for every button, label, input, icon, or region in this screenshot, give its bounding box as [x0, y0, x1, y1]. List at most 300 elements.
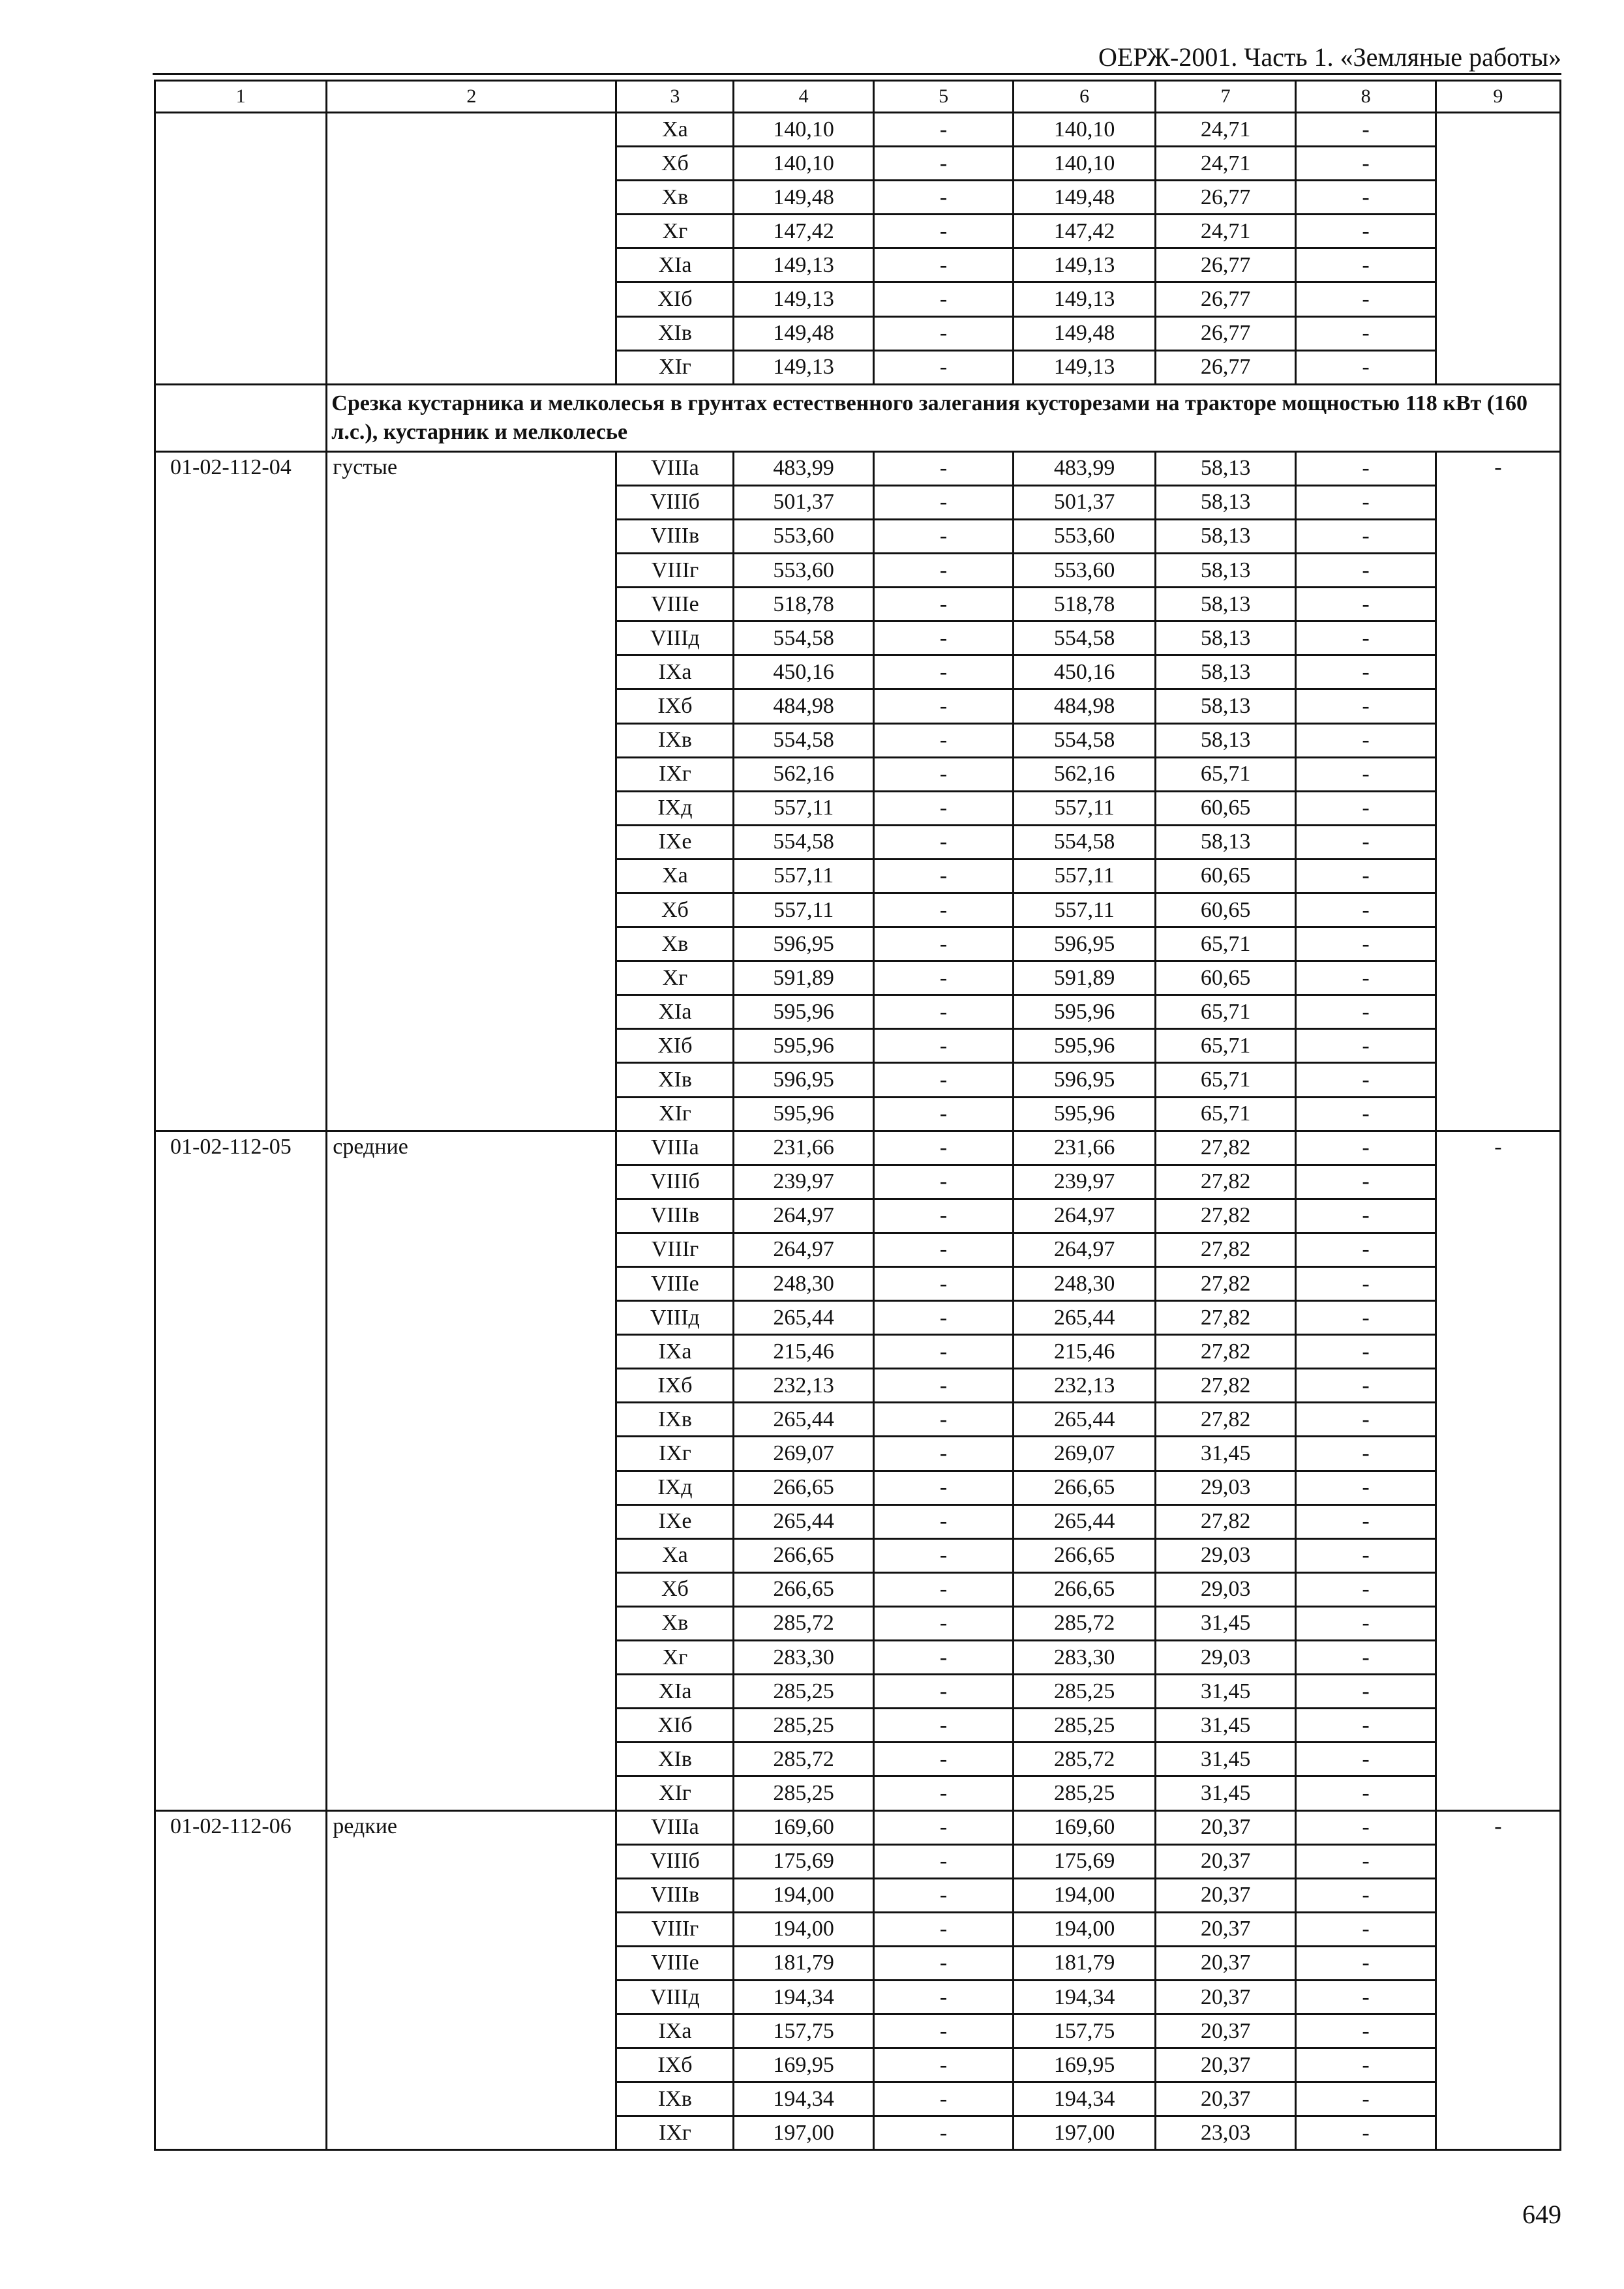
value-cell: - — [1296, 248, 1436, 282]
value-cell: 484,98 — [734, 689, 873, 723]
value-cell: 26,77 — [1155, 248, 1296, 282]
page-number: 649 — [1522, 2200, 1561, 2229]
rate-code: 01-02-112-06 — [155, 1810, 327, 2150]
value-cell: 175,69 — [1014, 1844, 1156, 1878]
value-cell: - — [1296, 1301, 1436, 1335]
rate-code: 01-02-112-04 — [155, 451, 327, 1131]
value-cell: 283,30 — [1014, 1641, 1156, 1675]
section-title: Срезка кустарника и мелколесья в грунтах естественного залегания кусторезами на тракторе мощностью 118 кВт (160 л.с.), кустарник и мелколесье — [327, 384, 1561, 451]
value-cell: 197,00 — [1014, 2116, 1156, 2150]
value-cell: - — [873, 1504, 1013, 1538]
value-cell: IXг — [616, 2116, 734, 2150]
value-cell: - — [873, 893, 1013, 927]
value-cell: - — [873, 723, 1013, 757]
column-number: 6 — [1014, 81, 1156, 113]
value-cell: IXe — [616, 825, 734, 859]
value-cell: 285,72 — [1014, 1606, 1156, 1640]
value-cell: 20,37 — [1155, 2048, 1296, 2082]
value-cell: 65,71 — [1155, 1029, 1296, 1063]
value-cell: - — [873, 1538, 1013, 1572]
value-cell: Xб — [616, 893, 734, 927]
value-cell: 23,03 — [1155, 2116, 1296, 2150]
value-cell: 285,72 — [734, 1606, 873, 1640]
value-cell: - — [1296, 1980, 1436, 2014]
value-cell: - — [1296, 1403, 1436, 1437]
value-cell: - — [1296, 2014, 1436, 2048]
value-cell: 194,34 — [734, 1980, 873, 2014]
value-cell: 596,95 — [734, 1063, 873, 1097]
value-cell: Xг — [616, 215, 734, 248]
value-cell: 562,16 — [1014, 757, 1156, 791]
value-cell: - — [1296, 1335, 1436, 1369]
value-cell: 239,97 — [1014, 1165, 1156, 1199]
value-cell: 266,65 — [1014, 1572, 1156, 1606]
value-cell: 554,58 — [1014, 825, 1156, 859]
value-cell: - — [873, 350, 1013, 384]
value-cell: 29,03 — [1155, 1572, 1296, 1606]
value-cell: - — [1296, 1538, 1436, 1572]
value-cell: Xa — [616, 1538, 734, 1572]
page-header — [153, 38, 1561, 72]
value-cell: - — [873, 113, 1013, 147]
value-cell: 518,78 — [1014, 588, 1156, 621]
value-cell: 140,10 — [1014, 113, 1156, 147]
value-cell: VIIIe — [616, 588, 734, 621]
value-cell: 140,10 — [734, 113, 873, 147]
value-cell: - — [873, 1572, 1013, 1606]
value-cell: 149,13 — [1014, 248, 1156, 282]
value-cell: - — [1296, 350, 1436, 384]
value-cell: 60,65 — [1155, 893, 1296, 927]
value-cell: - — [873, 1810, 1013, 1844]
value-cell: 27,82 — [1155, 1199, 1296, 1233]
value-cell: - — [873, 316, 1013, 350]
value-cell: 591,89 — [1014, 961, 1156, 995]
value-cell: 194,00 — [1014, 1878, 1156, 1912]
value-cell: 215,46 — [734, 1335, 873, 1369]
value-cell: XIб — [616, 1709, 734, 1743]
value-cell: - — [873, 689, 1013, 723]
value-cell: 58,13 — [1155, 519, 1296, 553]
value-cell: - — [1296, 1709, 1436, 1743]
value-cell: 149,13 — [734, 282, 873, 316]
value-cell: 60,65 — [1155, 961, 1296, 995]
value-cell: - — [873, 1675, 1013, 1709]
col9-cell: - — [1436, 451, 1560, 1131]
column-number-row — [155, 81, 1561, 113]
value-cell: 27,82 — [1155, 1131, 1296, 1165]
value-cell: 31,45 — [1155, 1606, 1296, 1640]
value-cell: - — [1296, 655, 1436, 689]
value-cell: 554,58 — [1014, 723, 1156, 757]
value-cell: - — [873, 1776, 1013, 1810]
value-cell: 20,37 — [1155, 1980, 1296, 2014]
value-cell: 24,71 — [1155, 113, 1296, 147]
value-cell: VIIIд — [616, 1980, 734, 2014]
value-cell: 269,07 — [734, 1437, 873, 1471]
value-cell: VIIIд — [616, 621, 734, 655]
value-cell: 157,75 — [734, 2014, 873, 2048]
value-cell: - — [1296, 1165, 1436, 1199]
column-number: 4 — [734, 81, 873, 113]
value-cell: - — [1296, 859, 1436, 893]
name-cell — [327, 113, 616, 385]
value-cell: 27,82 — [1155, 1233, 1296, 1266]
value-cell: 27,82 — [1155, 1369, 1296, 1403]
value-cell: 596,95 — [1014, 1063, 1156, 1097]
value-cell: - — [1296, 689, 1436, 723]
value-cell: 264,97 — [1014, 1199, 1156, 1233]
value-cell: 266,65 — [734, 1471, 873, 1504]
value-cell: 29,03 — [1155, 1471, 1296, 1504]
value-cell: VIIIa — [616, 451, 734, 485]
value-cell: IXб — [616, 2048, 734, 2082]
value-cell: - — [873, 1912, 1013, 1946]
value-cell: 181,79 — [1014, 1946, 1156, 1980]
value-cell: 285,25 — [1014, 1776, 1156, 1810]
value-cell: Xa — [616, 859, 734, 893]
value-cell: 595,96 — [1014, 1097, 1156, 1131]
value-cell: 248,30 — [734, 1267, 873, 1301]
value-cell: - — [1296, 995, 1436, 1029]
value-cell: - — [1296, 1063, 1436, 1097]
value-cell: 269,07 — [1014, 1437, 1156, 1471]
value-cell: 553,60 — [1014, 519, 1156, 553]
value-cell: 20,37 — [1155, 1844, 1296, 1878]
value-cell: 29,03 — [1155, 1538, 1296, 1572]
value-cell: 285,25 — [734, 1776, 873, 1810]
value-cell: - — [1296, 1097, 1436, 1131]
value-cell: 149,48 — [1014, 316, 1156, 350]
value-cell: - — [1296, 757, 1436, 791]
section-row — [155, 384, 1561, 451]
value-cell: - — [1296, 621, 1436, 655]
value-cell: 58,13 — [1155, 588, 1296, 621]
value-cell: - — [873, 927, 1013, 961]
value-cell: IXд — [616, 791, 734, 825]
value-cell: 20,37 — [1155, 1912, 1296, 1946]
value-cell: IXв — [616, 2082, 734, 2116]
value-cell: - — [1296, 825, 1436, 859]
value-cell: VIIIe — [616, 1267, 734, 1301]
value-cell: 194,34 — [734, 2082, 873, 2116]
value-cell: 232,13 — [1014, 1369, 1156, 1403]
value-cell: 285,25 — [734, 1709, 873, 1743]
value-cell: XIб — [616, 282, 734, 316]
section-empty-cell — [155, 384, 327, 451]
value-cell: 283,30 — [734, 1641, 873, 1675]
value-cell: - — [873, 1233, 1013, 1266]
value-cell: - — [1296, 1946, 1436, 1980]
value-cell: - — [873, 554, 1013, 588]
value-cell: 595,96 — [734, 1029, 873, 1063]
value-cell: 147,42 — [1014, 215, 1156, 248]
value-cell: - — [873, 1063, 1013, 1097]
value-cell: - — [1296, 2048, 1436, 2082]
value-cell: 266,65 — [734, 1538, 873, 1572]
value-cell: IXд — [616, 1471, 734, 1504]
value-cell: 194,00 — [734, 1912, 873, 1946]
value-cell: 483,99 — [734, 451, 873, 485]
value-cell: - — [873, 2048, 1013, 2082]
value-cell: 20,37 — [1155, 1810, 1296, 1844]
value-cell: XIa — [616, 995, 734, 1029]
value-cell: - — [873, 1131, 1013, 1165]
value-cell: - — [873, 451, 1013, 485]
value-cell: 20,37 — [1155, 2014, 1296, 2048]
value-cell: 554,58 — [1014, 621, 1156, 655]
value-cell: - — [873, 181, 1013, 215]
value-cell: 60,65 — [1155, 791, 1296, 825]
col9-cell — [1436, 113, 1560, 385]
value-cell: - — [1296, 1743, 1436, 1776]
value-cell: 450,16 — [1014, 655, 1156, 689]
value-cell: VIIIб — [616, 1165, 734, 1199]
value-cell: - — [873, 147, 1013, 181]
value-cell: 266,65 — [1014, 1538, 1156, 1572]
value-cell: IXa — [616, 655, 734, 689]
value-cell: - — [1296, 1810, 1436, 1844]
value-cell: 266,65 — [734, 1572, 873, 1606]
value-cell: XIв — [616, 1063, 734, 1097]
value-cell: 194,34 — [1014, 1980, 1156, 2014]
value-cell: 27,82 — [1155, 1335, 1296, 1369]
value-cell: - — [1296, 451, 1436, 485]
value-cell: 58,13 — [1155, 554, 1296, 588]
value-cell: - — [1296, 1233, 1436, 1266]
value-cell: - — [873, 1437, 1013, 1471]
value-cell: - — [1296, 1504, 1436, 1538]
value-cell: - — [1296, 2116, 1436, 2150]
value-cell: 58,13 — [1155, 485, 1296, 519]
value-cell: 285,25 — [1014, 1709, 1156, 1743]
value-cell: 264,97 — [1014, 1233, 1156, 1266]
value-cell: - — [873, 791, 1013, 825]
value-cell: Xв — [616, 1606, 734, 1640]
value-cell: Xг — [616, 961, 734, 995]
value-cell: VIIIв — [616, 519, 734, 553]
value-cell: 26,77 — [1155, 350, 1296, 384]
value-cell: - — [873, 1946, 1013, 1980]
value-cell: 149,13 — [734, 350, 873, 384]
col9-cell: - — [1436, 1810, 1560, 2150]
value-cell: - — [1296, 1369, 1436, 1403]
value-cell: - — [873, 961, 1013, 995]
value-cell: 194,00 — [1014, 1912, 1156, 1946]
value-cell: 140,10 — [734, 147, 873, 181]
value-cell: VIIIб — [616, 485, 734, 519]
value-cell: 265,44 — [734, 1301, 873, 1335]
value-cell: 147,42 — [734, 215, 873, 248]
value-cell: 554,58 — [734, 723, 873, 757]
value-cell: 265,44 — [1014, 1301, 1156, 1335]
value-cell: 26,77 — [1155, 316, 1296, 350]
value-cell: IXг — [616, 1437, 734, 1471]
value-cell: - — [873, 1980, 1013, 2014]
value-cell: - — [1296, 1572, 1436, 1606]
value-cell: - — [873, 1709, 1013, 1743]
value-cell: 484,98 — [1014, 689, 1156, 723]
value-cell: Xб — [616, 1572, 734, 1606]
value-cell: - — [873, 1403, 1013, 1437]
value-cell: 557,11 — [734, 893, 873, 927]
value-cell: 595,96 — [734, 1097, 873, 1131]
value-cell: - — [873, 1606, 1013, 1640]
value-cell: 149,13 — [1014, 282, 1156, 316]
value-cell: 553,60 — [734, 519, 873, 553]
value-cell: 285,25 — [734, 1675, 873, 1709]
value-cell: - — [873, 859, 1013, 893]
value-cell: - — [1296, 485, 1436, 519]
value-cell: - — [873, 485, 1013, 519]
value-cell: VIIIв — [616, 1878, 734, 1912]
value-cell: 553,60 — [734, 554, 873, 588]
value-cell: - — [873, 1878, 1013, 1912]
value-cell: 264,97 — [734, 1233, 873, 1266]
value-cell: - — [873, 1743, 1013, 1776]
value-cell: 157,75 — [1014, 2014, 1156, 2048]
value-cell: 264,97 — [734, 1199, 873, 1233]
value-cell: - — [873, 2014, 1013, 2048]
value-cell: 20,37 — [1155, 2082, 1296, 2116]
value-cell: - — [873, 1097, 1013, 1131]
value-cell: VIIIг — [616, 1233, 734, 1266]
value-cell: XIб — [616, 1029, 734, 1063]
value-cell: VIIIa — [616, 1131, 734, 1165]
value-cell: 24,71 — [1155, 215, 1296, 248]
value-cell: - — [1296, 1878, 1436, 1912]
value-cell: 215,46 — [1014, 1335, 1156, 1369]
value-cell: 232,13 — [734, 1369, 873, 1403]
value-cell: 149,48 — [734, 181, 873, 215]
value-cell: - — [1296, 1199, 1436, 1233]
value-cell: IXe — [616, 1504, 734, 1538]
value-cell: Xг — [616, 1641, 734, 1675]
value-cell: 591,89 — [734, 961, 873, 995]
value-cell: 31,45 — [1155, 1675, 1296, 1709]
value-cell: 501,37 — [734, 485, 873, 519]
rate-name: редкие — [327, 1810, 616, 2150]
value-cell: VIIIг — [616, 1912, 734, 1946]
value-cell: - — [1296, 282, 1436, 316]
value-cell: - — [873, 995, 1013, 1029]
value-cell: 175,69 — [734, 1844, 873, 1878]
value-cell: 31,45 — [1155, 1437, 1296, 1471]
value-cell: IXa — [616, 2014, 734, 2048]
value-cell: - — [873, 1029, 1013, 1063]
value-cell: 285,25 — [1014, 1675, 1156, 1709]
rate-name: густые — [327, 451, 616, 1131]
code-cell — [155, 113, 327, 385]
value-cell: VIIIб — [616, 1844, 734, 1878]
value-cell: 450,16 — [734, 655, 873, 689]
value-cell: 58,13 — [1155, 621, 1296, 655]
value-cell: 60,65 — [1155, 859, 1296, 893]
value-cell: - — [873, 1267, 1013, 1301]
value-cell: - — [873, 655, 1013, 689]
value-cell: - — [1296, 147, 1436, 181]
value-cell: - — [873, 825, 1013, 859]
value-cell: - — [873, 757, 1013, 791]
value-cell: - — [873, 1844, 1013, 1878]
column-number: 1 — [155, 81, 327, 113]
value-cell: Xв — [616, 927, 734, 961]
value-cell: 65,71 — [1155, 1097, 1296, 1131]
value-cell: 65,71 — [1155, 1063, 1296, 1097]
value-cell: 58,13 — [1155, 825, 1296, 859]
value-cell: VIIIв — [616, 1199, 734, 1233]
column-number: 2 — [327, 81, 616, 113]
value-cell: - — [873, 519, 1013, 553]
value-cell: - — [1296, 1844, 1436, 1878]
value-cell: 27,82 — [1155, 1267, 1296, 1301]
value-cell: - — [1296, 927, 1436, 961]
value-cell: XIв — [616, 316, 734, 350]
value-cell: 20,37 — [1155, 1946, 1296, 1980]
value-cell: - — [1296, 316, 1436, 350]
value-cell: - — [1296, 1641, 1436, 1675]
value-cell: 554,58 — [734, 825, 873, 859]
value-cell: XIв — [616, 1743, 734, 1776]
rate-name: средние — [327, 1131, 616, 1810]
value-cell: 27,82 — [1155, 1301, 1296, 1335]
value-cell: 194,34 — [1014, 2082, 1156, 2116]
value-cell: - — [873, 1369, 1013, 1403]
value-cell: - — [1296, 961, 1436, 995]
column-number: 8 — [1296, 81, 1436, 113]
value-cell: 595,96 — [1014, 995, 1156, 1029]
value-cell: - — [873, 588, 1013, 621]
value-cell: 554,58 — [734, 621, 873, 655]
value-cell: 27,82 — [1155, 1165, 1296, 1199]
value-cell: 557,11 — [1014, 859, 1156, 893]
value-cell: - — [1296, 2082, 1436, 2116]
value-cell: XIг — [616, 1097, 734, 1131]
value-cell: 248,30 — [1014, 1267, 1156, 1301]
value-cell: - — [873, 1641, 1013, 1675]
value-cell: 596,95 — [734, 927, 873, 961]
value-cell: 58,13 — [1155, 451, 1296, 485]
value-cell: - — [873, 215, 1013, 248]
value-cell: 231,66 — [1014, 1131, 1156, 1165]
value-cell: 557,11 — [734, 859, 873, 893]
value-cell: - — [873, 2082, 1013, 2116]
value-cell: 169,95 — [734, 2048, 873, 2082]
value-cell: 31,45 — [1155, 1743, 1296, 1776]
value-cell: 149,48 — [1014, 181, 1156, 215]
value-cell: - — [1296, 1675, 1436, 1709]
value-cell: 58,13 — [1155, 689, 1296, 723]
value-cell: 149,13 — [734, 248, 873, 282]
value-cell: 169,95 — [1014, 2048, 1156, 2082]
value-cell: - — [1296, 519, 1436, 553]
value-cell: XIг — [616, 350, 734, 384]
value-cell: - — [1296, 723, 1436, 757]
value-cell: IXa — [616, 1335, 734, 1369]
value-cell: - — [1296, 215, 1436, 248]
value-cell: 596,95 — [1014, 927, 1156, 961]
table-row — [155, 451, 1561, 485]
value-cell: 65,71 — [1155, 757, 1296, 791]
value-cell: - — [873, 1165, 1013, 1199]
value-cell: 169,60 — [1014, 1810, 1156, 1844]
value-cell: 595,96 — [734, 995, 873, 1029]
value-cell: - — [1296, 113, 1436, 147]
value-cell: - — [873, 1471, 1013, 1504]
value-cell: - — [1296, 1912, 1436, 1946]
value-cell: VIIIa — [616, 1810, 734, 1844]
table-row — [155, 113, 1561, 147]
